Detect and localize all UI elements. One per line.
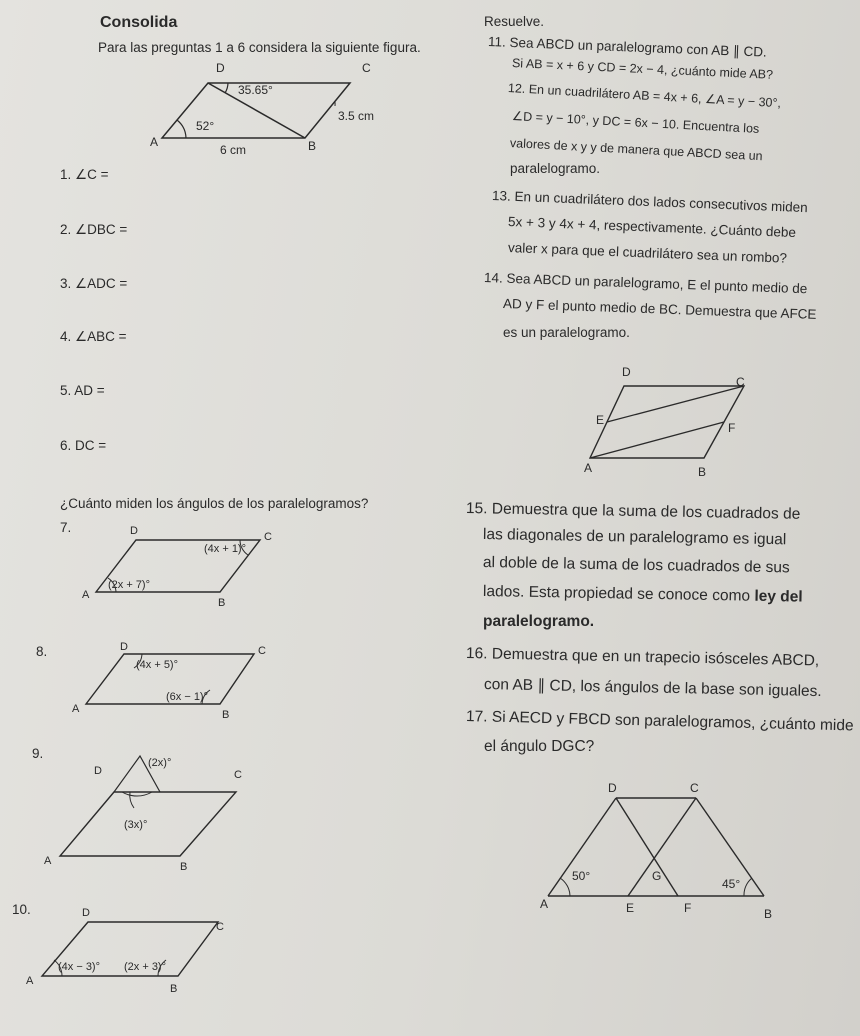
section-title-consolida: Consolida xyxy=(100,14,178,31)
fig10-vertex-a: A xyxy=(26,975,34,987)
fig-main-vertex-a: A xyxy=(150,135,159,149)
fig8-vertex-a: A xyxy=(72,703,80,715)
question-3: 3. ∠ADC = xyxy=(60,276,128,291)
fig14-vertex-c: C xyxy=(736,375,745,389)
fig9-vertex-d: D xyxy=(94,765,102,777)
question-14-line-3: es un paralelogramo. xyxy=(503,325,630,340)
figure-7 xyxy=(80,525,272,609)
question-13-line-2: 5x + 3 y 4x + 4, respectivamente. ¿Cuánto debe xyxy=(507,214,797,241)
section-title-resuelve: Resuelve. xyxy=(484,14,545,29)
fig7-vertex-b: B xyxy=(218,597,226,609)
fig17-vertex-a: A xyxy=(540,897,549,911)
fig17-angle-b: 45° xyxy=(722,877,741,891)
fig10-vertex-b: B xyxy=(170,983,178,995)
figure-7-number: 7. xyxy=(60,520,72,535)
question-14-line-1: 14. Sea ABCD un paralelogramo, E el punto medio de xyxy=(483,270,808,297)
fig17-vertex-d: D xyxy=(608,781,617,795)
fig7-angle-a: (2x + 7)° xyxy=(108,579,150,591)
fig8-vertex-c: C xyxy=(258,645,266,657)
question-16-line-2: con AB ∥ CD, los ángulos de la base son iguales. xyxy=(483,676,822,701)
question-13-line-1: 13. En un cuadrilátero dos lados consecutivos miden xyxy=(491,188,809,216)
figure-8-number: 8. xyxy=(36,644,48,659)
figure-10 xyxy=(28,906,228,1006)
question-12-line-4: paralelogramo. xyxy=(510,161,601,176)
fig8-angle-d: (4x + 5)° xyxy=(136,659,178,671)
fig17-vertex-f: F xyxy=(684,901,692,915)
fig17-vertex-g: G xyxy=(652,869,662,883)
question-12-line-1: 12. En un cuadrilátero AB = 4x + 6, ∠A = y − 30°, xyxy=(507,81,782,111)
figure-14 xyxy=(582,366,762,482)
question-15-line-1: 15. Demuestra que la suma de los cuadrados de xyxy=(465,500,801,523)
fig10-angle-b: (2x + 3)° xyxy=(124,961,166,973)
question-15-line-3: al doble de la suma de los cuadrados de sus xyxy=(482,554,790,577)
question-14-line-2: AD y F el punto medio de BC. Demuestra que AFCE xyxy=(502,296,817,322)
fig-main-side-bc: 3.5 cm xyxy=(338,109,375,123)
question-16-line-1: 16. Demuestra que en un trapecio isósceles ABCD, xyxy=(465,645,820,670)
fig14-vertex-f: F xyxy=(728,421,736,435)
fig10-vertex-c: C xyxy=(216,921,224,933)
fig10-angle-a: (4x − 3)° xyxy=(58,961,100,973)
question-17-line-1: 17. Si AECD y FBCD son paralelogramos, ¿cuánto mide xyxy=(465,708,854,735)
fig-main-angle-d: 35.65° xyxy=(238,83,273,97)
question-13-line-3: valer x para que el cuadrilátero sea un rombo? xyxy=(507,240,788,266)
question-12-line-2: ∠D = y − 10°, y DC = 6x − 10. Encuentra los xyxy=(511,109,760,136)
fig7-vertex-d: D xyxy=(130,525,138,537)
fig8-angle-b: (6x − 1)° xyxy=(166,691,208,703)
figure-17 xyxy=(538,781,778,924)
figure-8 xyxy=(70,640,270,720)
question-11-line-1: 11. Sea ABCD un paralelogramo con AB ∥ CD. xyxy=(487,34,768,60)
fig7-vertex-a: A xyxy=(82,589,90,601)
figure-9-number: 9. xyxy=(32,746,44,761)
angles-heading: ¿Cuánto miden los ángulos de los paralelogramos? xyxy=(60,496,369,511)
question-12-line-3: valores de x y y de manera que ABCD sea un xyxy=(509,136,763,164)
fig-main-angle-a: 52° xyxy=(196,119,215,133)
question-5: 5. AD = xyxy=(60,383,105,398)
fig9-angle-d: (3x)° xyxy=(124,819,148,831)
question-15-line-4: lados. Esta propiedad se conoce como ley del xyxy=(482,583,803,606)
fig17-vertex-b: B xyxy=(764,907,773,921)
fig-main-vertex-d: D xyxy=(216,61,225,75)
fig-main-side-ab: 6 cm xyxy=(220,143,247,157)
fig17-vertex-e: E xyxy=(626,901,635,915)
fig8-vertex-d: D xyxy=(120,641,128,653)
fig17-vertex-c: C xyxy=(690,781,699,795)
fig10-vertex-d: D xyxy=(82,907,90,919)
fig-main-vertex-b: B xyxy=(308,139,317,153)
fig14-vertex-b: B xyxy=(698,465,707,479)
fig7-angle-c: (4x + 1)° xyxy=(204,543,246,555)
fig9-vertex-c: C xyxy=(234,769,242,781)
fig14-vertex-d: D xyxy=(622,365,631,379)
question-1: 1. ∠C = xyxy=(60,167,109,182)
fig14-vertex-a: A xyxy=(584,461,593,475)
fig9-vertex-b: B xyxy=(180,861,188,873)
left-intro: Para las preguntas 1 a 6 considera la siguiente figura. xyxy=(98,40,421,55)
fig9-angle-top: (2x)° xyxy=(148,757,172,769)
question-6: 6. DC = xyxy=(60,438,107,453)
fig17-angle-a: 50° xyxy=(572,869,591,883)
figure-10-number: 10. xyxy=(12,902,31,917)
question-2: 2. ∠DBC = xyxy=(60,222,128,237)
question-15-line-5: paralelogramo. xyxy=(483,613,595,630)
question-17-line-2: el ángulo DGC? xyxy=(484,738,595,755)
fig-main-vertex-c: C xyxy=(362,61,371,75)
fig14-vertex-e: E xyxy=(596,413,605,427)
figure-9 xyxy=(40,752,250,872)
main-parallelogram-figure xyxy=(150,58,390,158)
question-15-line-2: las diagonales de un paralelogramo es igual xyxy=(482,526,787,549)
question-4: 4. ∠ABC = xyxy=(60,329,127,344)
fig9-vertex-a: A xyxy=(44,855,52,867)
question-11-line-2: Si AB = x + 6 y CD = 2x − 4, ¿cuánto mide AB? xyxy=(511,56,774,82)
fig7-vertex-c: C xyxy=(264,531,272,543)
fig8-vertex-b: B xyxy=(222,709,230,721)
